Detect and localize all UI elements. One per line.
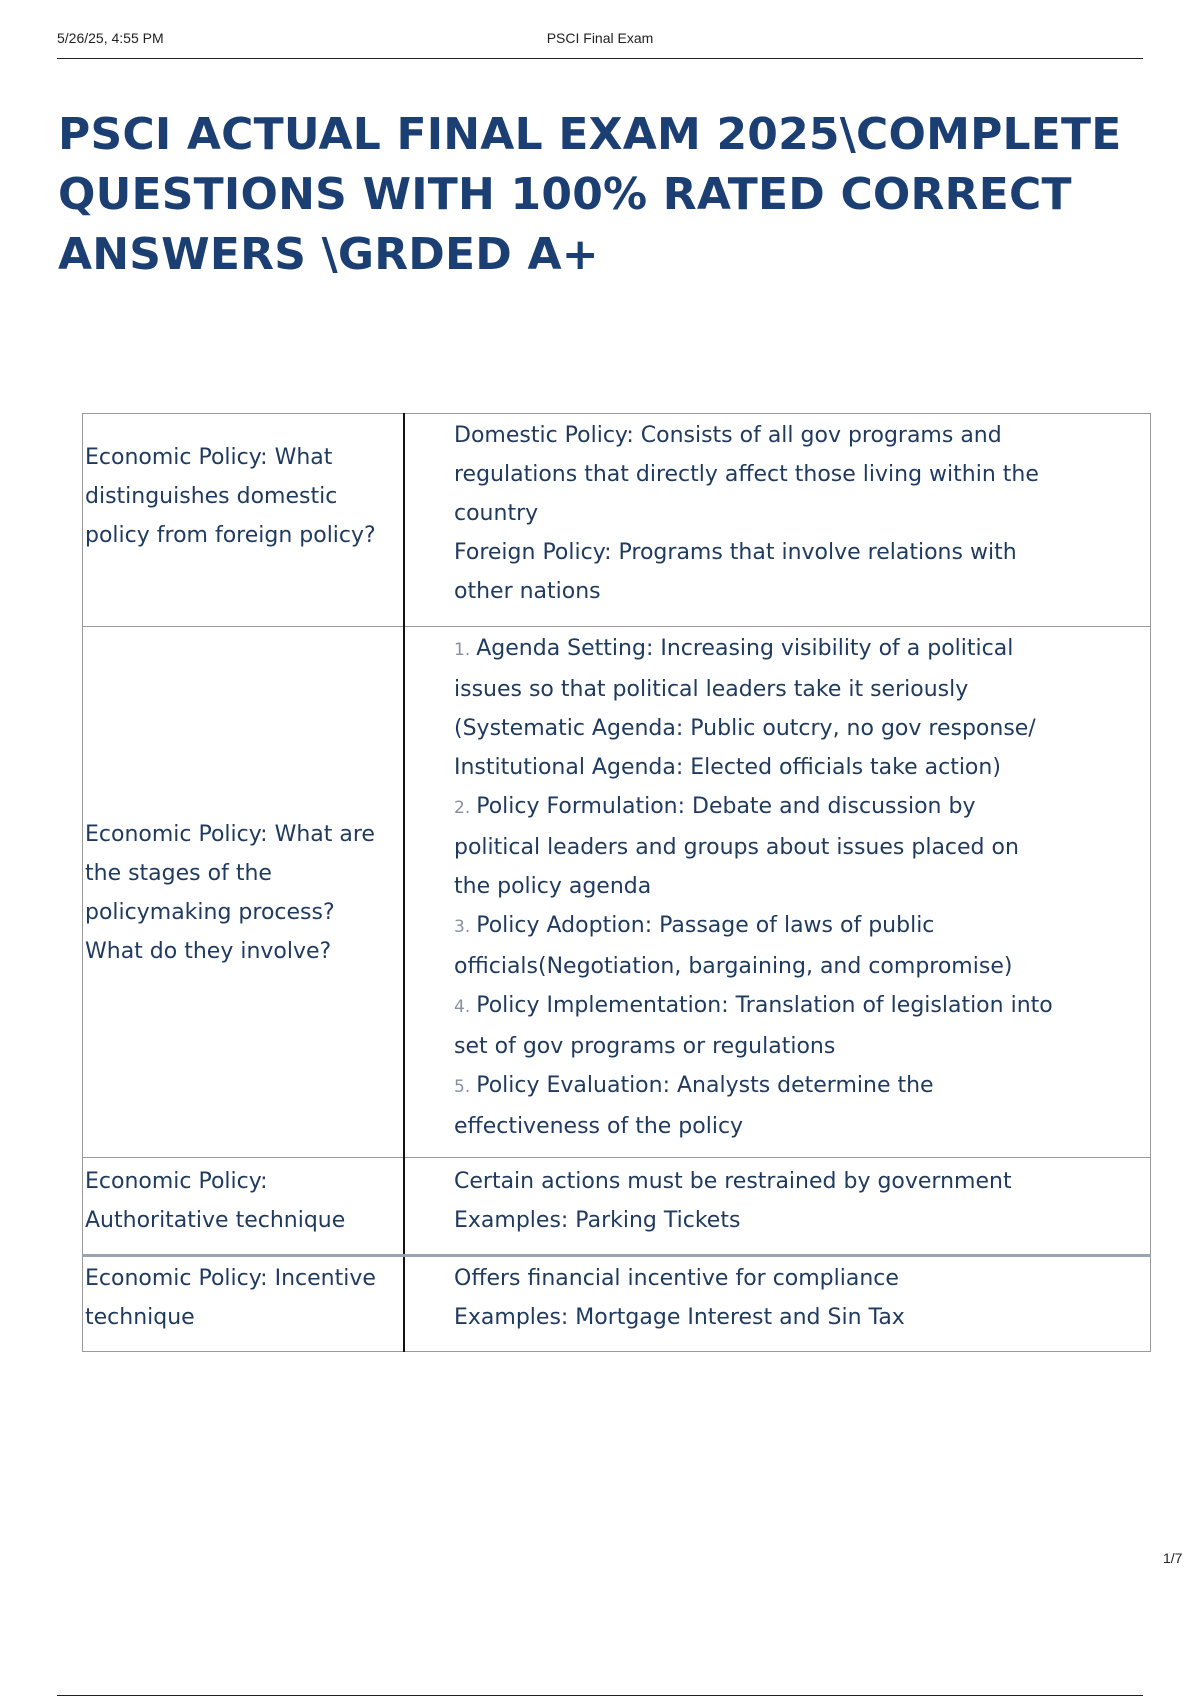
answer-line [454, 1107, 1150, 1146]
answer-line [454, 906, 1150, 947]
answer-cell [404, 1158, 1151, 1256]
step-text: Policy Formulation: Debate and discussion by [476, 794, 976, 819]
answer-line: Foreign Policy: Programs that involve relations with [454, 540, 1017, 565]
answer-cell [404, 1256, 1151, 1352]
document-title: PSCI ACTUAL FINAL EXAM 2025\COMPLETE QUESTIONS WITH 100% RATED CORRECT ANSWERS \GRDED A+ [58, 109, 1122, 280]
answer-line [454, 867, 1150, 906]
answer-text [454, 1158, 1150, 1240]
answer-text [454, 627, 1150, 1146]
step-number: 4. [454, 997, 471, 1017]
step-text: issues so that political leaders take it seriously [454, 677, 969, 702]
question-text: Economic Policy: Authoritative technique [85, 1169, 346, 1233]
answer-line: country [454, 501, 539, 526]
step-text: Policy Evaluation: Analysts determine the [476, 1073, 934, 1098]
table-row [83, 627, 1151, 1158]
table-row [83, 1256, 1151, 1352]
answer-line: Examples: Parking Tickets [454, 1208, 741, 1233]
print-header [57, 28, 1143, 59]
step-text: Policy Adoption: Passage of laws of public [476, 913, 935, 938]
answer-line: Certain actions must be restrained by government [454, 1169, 1012, 1194]
answer-line: Examples: Mortgage Interest and Sin Tax [454, 1305, 905, 1330]
question-text: Economic Policy: What are the stages of the policymaking process? What do they involve? [85, 822, 375, 964]
print-doc-title: PSCI Final Exam [546, 30, 654, 46]
step-text: officials(Negotiation, bargaining, and compromise) [454, 954, 1013, 979]
step-text: Institutional Agenda: Elected officials take action) [454, 755, 1001, 780]
step-text: set of gov programs or regulations [454, 1034, 836, 1059]
step-number: 5. [454, 1077, 471, 1097]
print-datetime: 5/26/25, 4:55 PM [57, 30, 164, 46]
answer-cell [404, 414, 1151, 627]
answer-line: Domestic Policy: Consists of all gov programs and [454, 423, 1002, 448]
answer-cell [404, 627, 1151, 1158]
question-cell [83, 1158, 405, 1256]
step-text: the policy agenda [454, 874, 652, 899]
step-text: (Systematic Agenda: Public outcry, no gov response/ [454, 716, 1036, 741]
answer-line [454, 748, 1150, 787]
answer-line [454, 1027, 1150, 1066]
answer-line: other nations [454, 579, 601, 604]
question-text: Economic Policy: Incentive technique [85, 1266, 376, 1330]
step-text: Policy Implementation: Translation of legislation into [476, 993, 1053, 1018]
answer-line [454, 986, 1150, 1027]
table-row [83, 414, 1151, 627]
step-number: 3. [454, 917, 471, 937]
table-row [83, 1158, 1151, 1256]
answer-line [454, 828, 1150, 867]
step-number: 1. [454, 640, 471, 660]
answer-line [454, 947, 1150, 986]
answer-line: regulations that directly affect those living within the [454, 462, 1039, 487]
flashcard-table [82, 413, 1151, 1352]
question-text: Economic Policy: What distinguishes domestic policy from foreign policy? [85, 445, 376, 548]
question-cell [83, 1256, 405, 1352]
answer-text [454, 414, 1150, 611]
page-number: 1/7 [1163, 1550, 1183, 1566]
answer-line [454, 787, 1150, 828]
answer-text [454, 1257, 1150, 1337]
answer-line [454, 709, 1150, 748]
answer-line [454, 670, 1150, 709]
step-text: political leaders and groups about issues placed on [454, 835, 1019, 860]
answer-line [454, 1066, 1150, 1107]
answer-line [454, 629, 1150, 670]
answer-line: Offers financial incentive for compliance [454, 1266, 899, 1291]
step-text: effectiveness of the policy [454, 1114, 744, 1139]
step-text: Agenda Setting: Increasing visibility of a political [476, 636, 1014, 661]
question-cell [83, 414, 405, 627]
footer-divider [57, 1695, 1143, 1696]
step-number: 2. [454, 798, 471, 818]
question-cell [83, 627, 405, 1158]
